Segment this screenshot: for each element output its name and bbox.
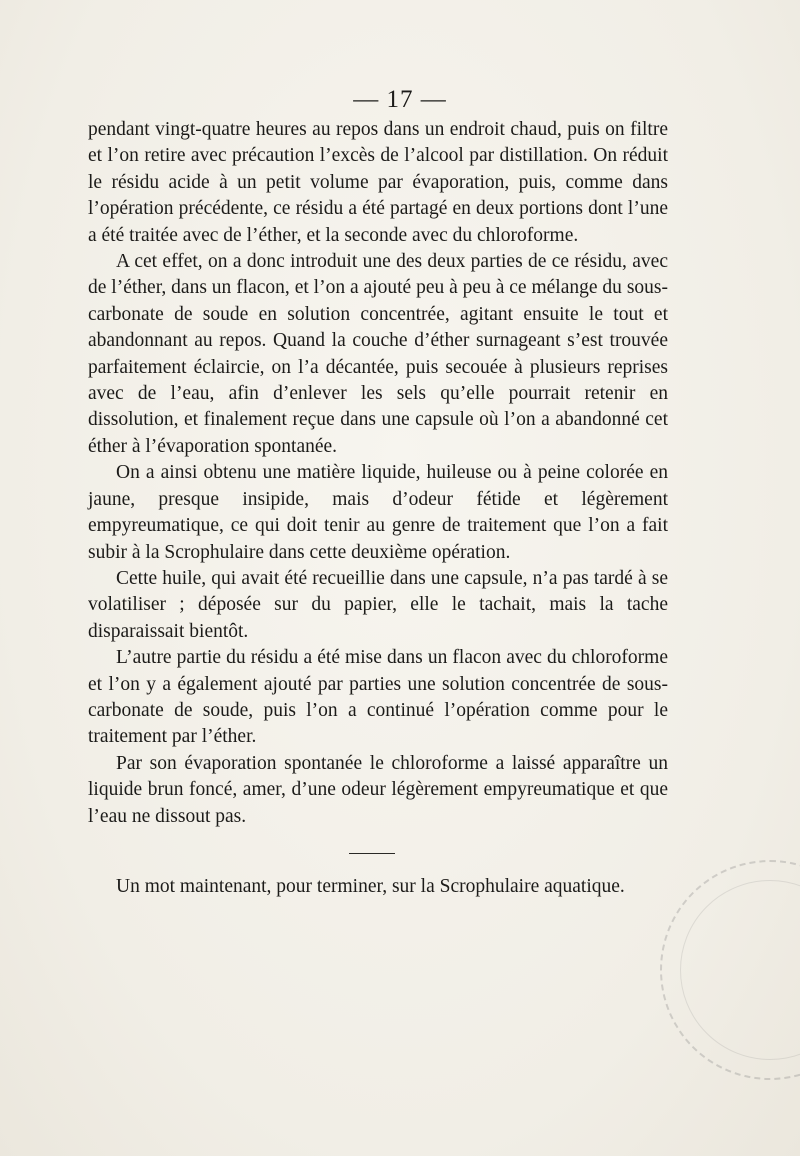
paragraph-4: Cette huile, qui avait été recueillie dans une capsule, n’a pas tardé à se volatiliser ; déposée sur du papier, elle le tachait, mais la tache disparaissait bientôt. <box>88 567 668 642</box>
section-divider <box>349 853 395 854</box>
library-stamp-icon <box>660 860 800 1080</box>
paragraph-1: pendant vingt-quatre heures au repos dans un endroit chaud, puis on filtre et l’on retire avec précaution l’excès de l’alcool par distillation. On réduit le résidu acide à un petit volume par évaporation, puis, comme dans l’opération précédente, ce résidu a été partagé en deux portions dont l’une a été traitée avec de l’éther, et la seconde avec du chloroforme. <box>88 119 668 246</box>
paragraph-6: Par son évaporation spontanée le chloroforme a laissé apparaître un liquide brun foncé, amer, d’une odeur légèrement empyreumatique et que l’eau ne dissout pas. <box>88 752 668 827</box>
paragraph-3: On a ainsi obtenu une matière liquide, huileuse ou à peine colorée en jaune, presque insipide, mais d’odeur fétide et légèrement empyreumatique, ce qui doit tenir au genre de traitement que l’on a fait subir à la Scrophulaire dans cette deuxième opération. <box>88 462 668 563</box>
library-stamp-inner-ring <box>680 880 800 1060</box>
paragraph-5: L’autre partie du résidu a été mise dans un flacon avec du chloroforme et l’on y a également ajouté par parties une solution concentrée de sous-carbonate de soude, puis l’on a continué l’opération comme pour le traitement par l’éther. <box>88 647 668 748</box>
page-number: — 17 — <box>353 86 447 113</box>
closing-paragraph: Un mot maintenant, pour terminer, sur la Scrophulaire aquatique. <box>116 875 625 897</box>
paragraph-2: A cet effet, on a donc introduit une des deux parties de ce résidu, avec de l’éther, dans un flacon, et l’on a ajouté peu à peu à ce mélange du sous-carbonate de soude en solution concentrée, agitant ensuite le tout et abandonnant au repos. Quand la couche d’éther surnageant s’est trouvée parfaitement éclaircie, on l’a décantée, puis secouée à plusieurs reprises avec de l’eau, afin d’enlever les sels qu’elle pourrait retenir en dissolution, et finalement reçue dans une capsule où l’on a abandonné cet éther à l’évaporation spontanée. <box>88 251 668 457</box>
body-text <box>88 117 668 900</box>
